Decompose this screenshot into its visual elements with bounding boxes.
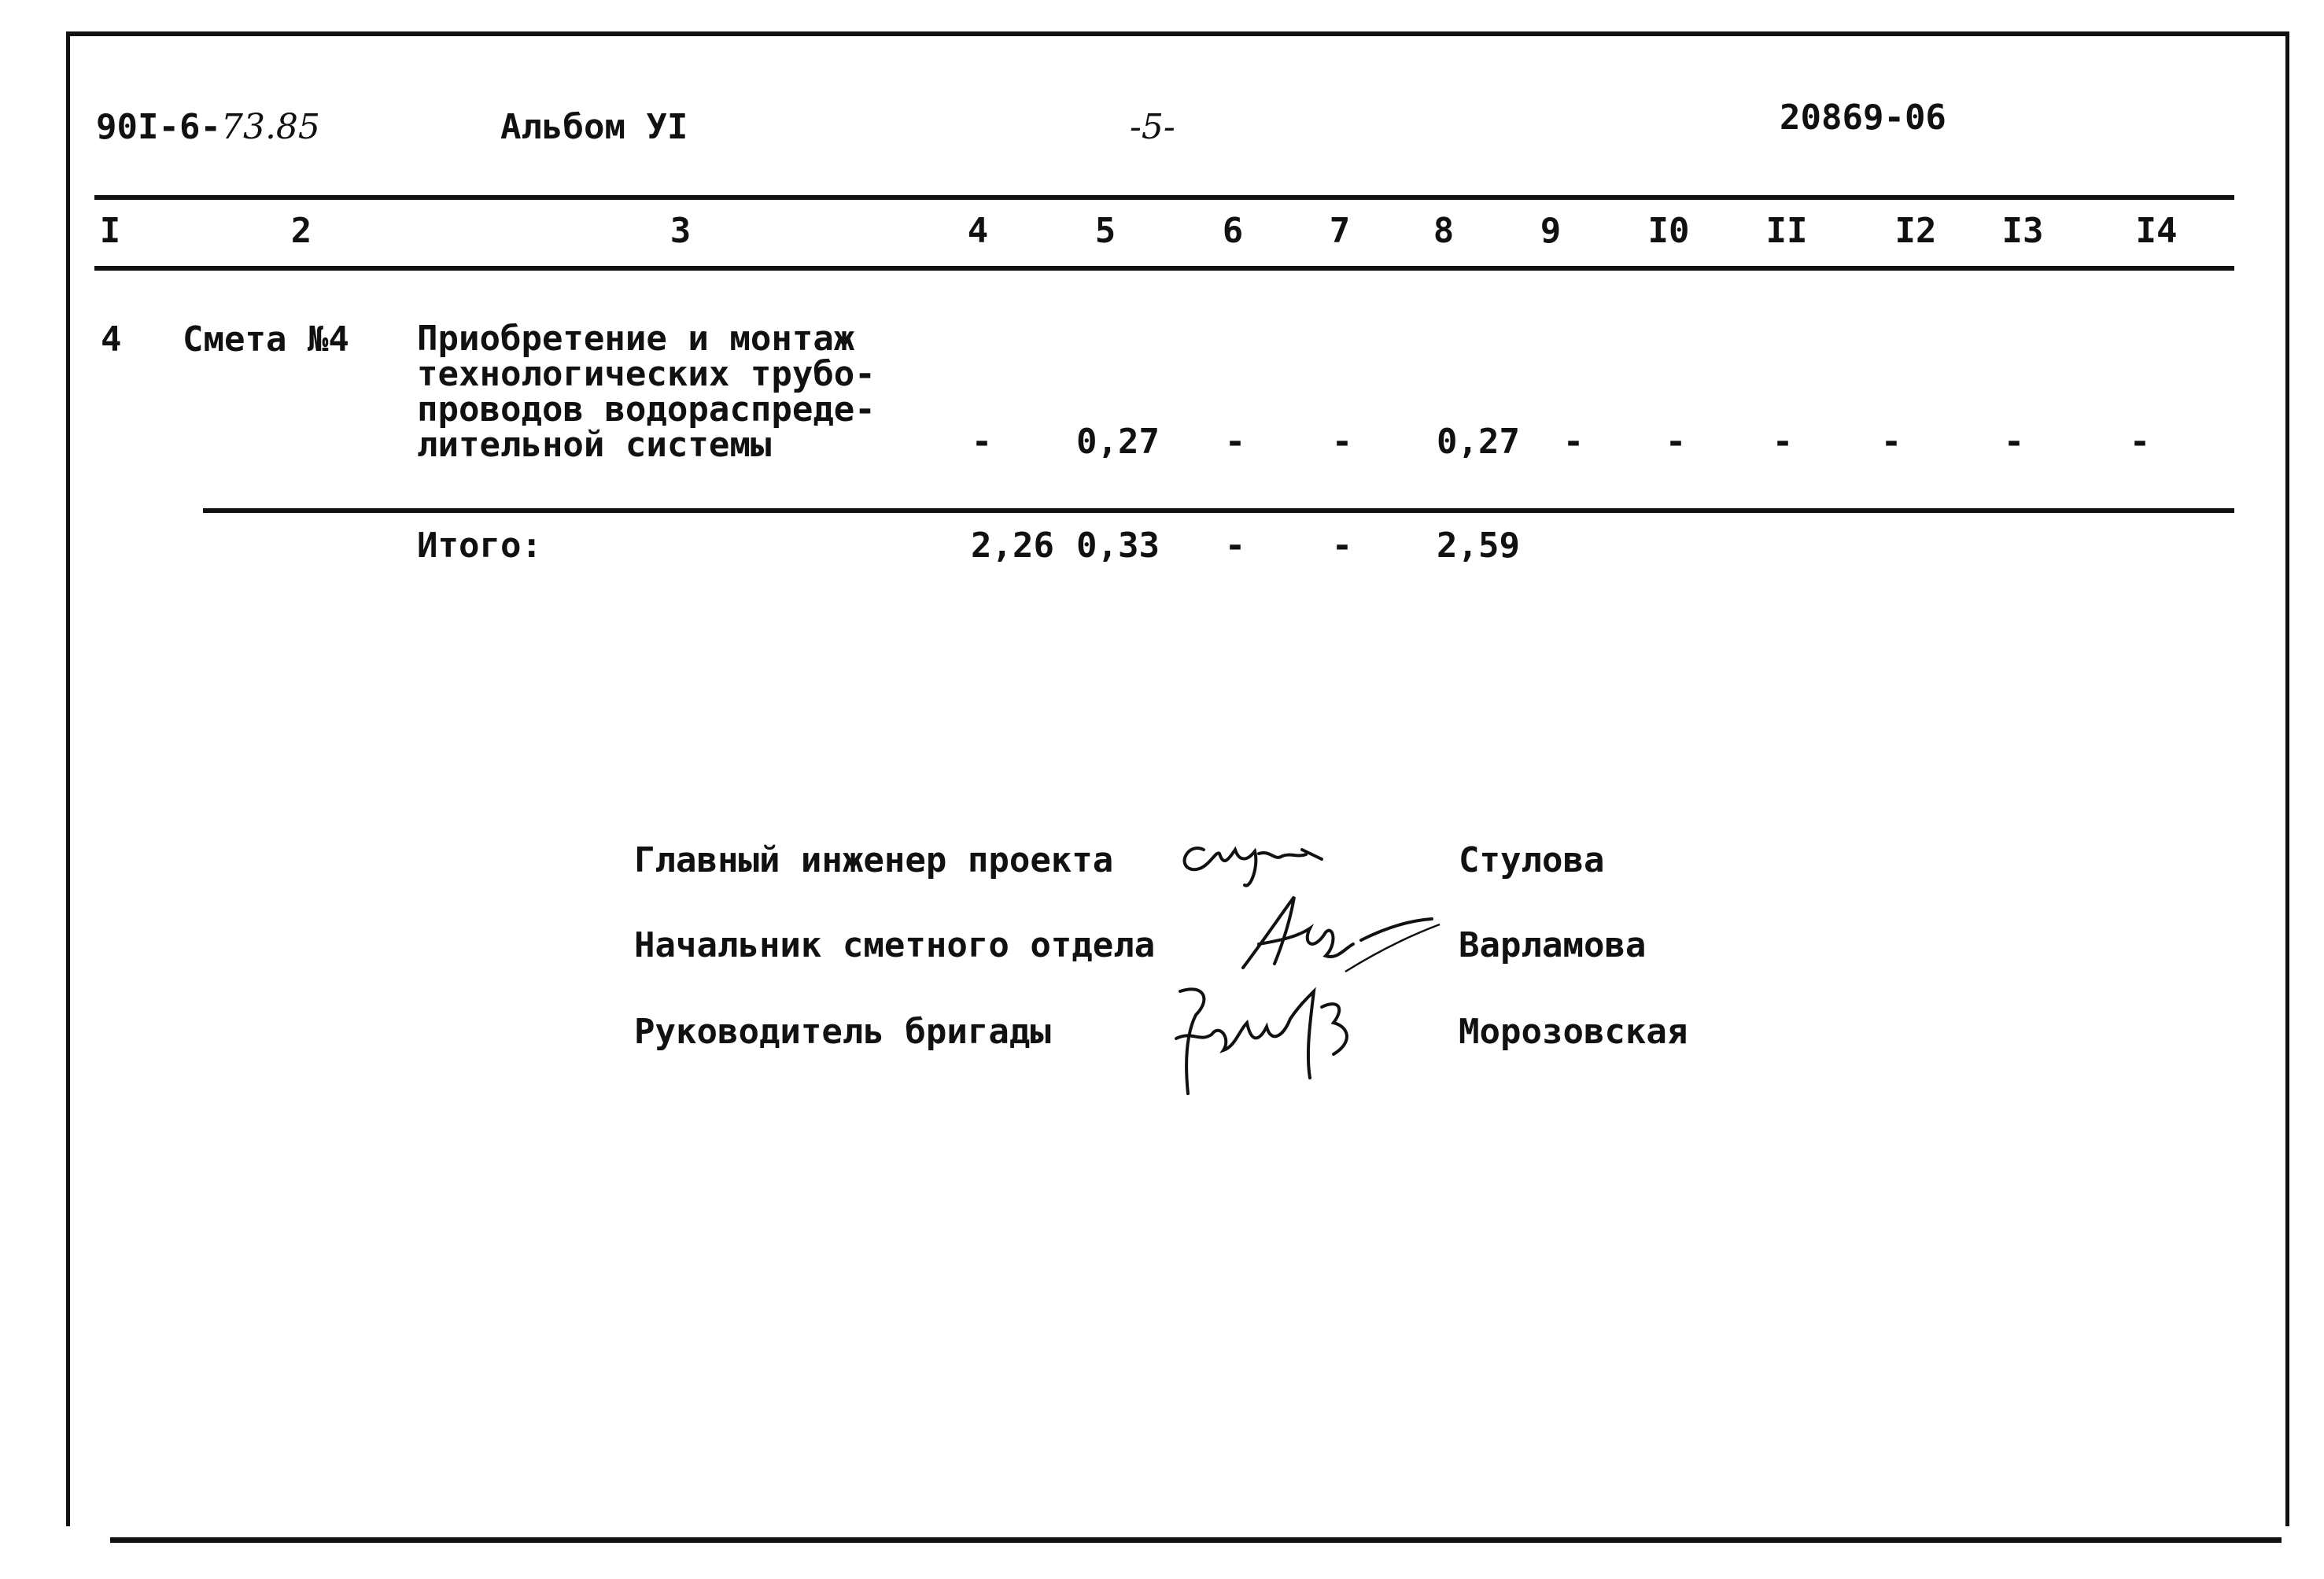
row-col4: - xyxy=(971,422,993,462)
row-col9: - xyxy=(1562,422,1584,462)
col-header-10: I0 xyxy=(1647,211,1690,251)
signature-role-1: Главный инженер проекта xyxy=(634,840,1114,880)
total-col6: - xyxy=(1224,526,1246,566)
row-col12: - xyxy=(1880,422,1902,462)
row-col13: - xyxy=(2003,422,2025,462)
col-header-9: 9 xyxy=(1540,211,1562,251)
col-header-4: 4 xyxy=(967,211,989,251)
row-description: Приобретение и монтаж технологических трубо- проводов водораспреде- лительной системы xyxy=(417,319,876,465)
row-estimate: Смета №4 xyxy=(183,319,349,360)
col-header-3: 3 xyxy=(670,211,692,251)
col-header-6: 6 xyxy=(1222,211,1244,251)
total-label: Итого: xyxy=(417,526,542,566)
doc-number: 20869-06 xyxy=(1780,98,1946,138)
signature-role-2: Начальник сметного отдела xyxy=(634,925,1156,965)
handwritten-signature-1 xyxy=(1172,818,1369,897)
total-rule xyxy=(203,508,2234,513)
signature-name-2: Варламова xyxy=(1459,925,1647,965)
signature-role-3: Руководитель бригады xyxy=(634,1012,1051,1052)
row-col6: - xyxy=(1224,422,1246,462)
page-number: -5- xyxy=(1130,107,1175,147)
page-frame xyxy=(66,31,2289,1526)
row-col8: 0,27 xyxy=(1437,422,1520,462)
handwritten-signature-3 xyxy=(1156,976,1424,1101)
col-header-7: 7 xyxy=(1329,211,1351,251)
total-col5: 0,33 xyxy=(1076,526,1160,566)
col-header-11: II xyxy=(1765,211,1808,251)
header-rule-top xyxy=(94,195,2234,200)
total-col4: 2,26 xyxy=(971,526,1054,566)
bottom-border xyxy=(110,1537,2282,1543)
col-header-13: I3 xyxy=(2001,211,2044,251)
handwritten-signature-2 xyxy=(1227,889,1463,983)
header-rule-bottom xyxy=(94,266,2234,271)
col-header-1: I xyxy=(99,211,121,251)
col-header-12: I2 xyxy=(1894,211,1937,251)
row-col7: - xyxy=(1331,422,1353,462)
signature-name-1: Стулова xyxy=(1459,840,1605,880)
row-col10: - xyxy=(1665,422,1687,462)
row-col14: - xyxy=(2129,422,2151,462)
row-number: 4 xyxy=(101,319,122,360)
col-header-14: I4 xyxy=(2135,211,2178,251)
document-code: 90I-6-73.85 xyxy=(96,107,320,147)
row-col5: 0,27 xyxy=(1076,422,1160,462)
col-header-8: 8 xyxy=(1433,211,1455,251)
total-col7: - xyxy=(1331,526,1353,566)
col-header-5: 5 xyxy=(1094,211,1116,251)
col-header-2: 2 xyxy=(290,211,312,251)
total-col8: 2,59 xyxy=(1437,526,1520,566)
row-col11: - xyxy=(1772,422,1794,462)
signature-name-3: Морозовская xyxy=(1459,1012,1688,1052)
album-label: Альбом УI xyxy=(500,107,688,147)
